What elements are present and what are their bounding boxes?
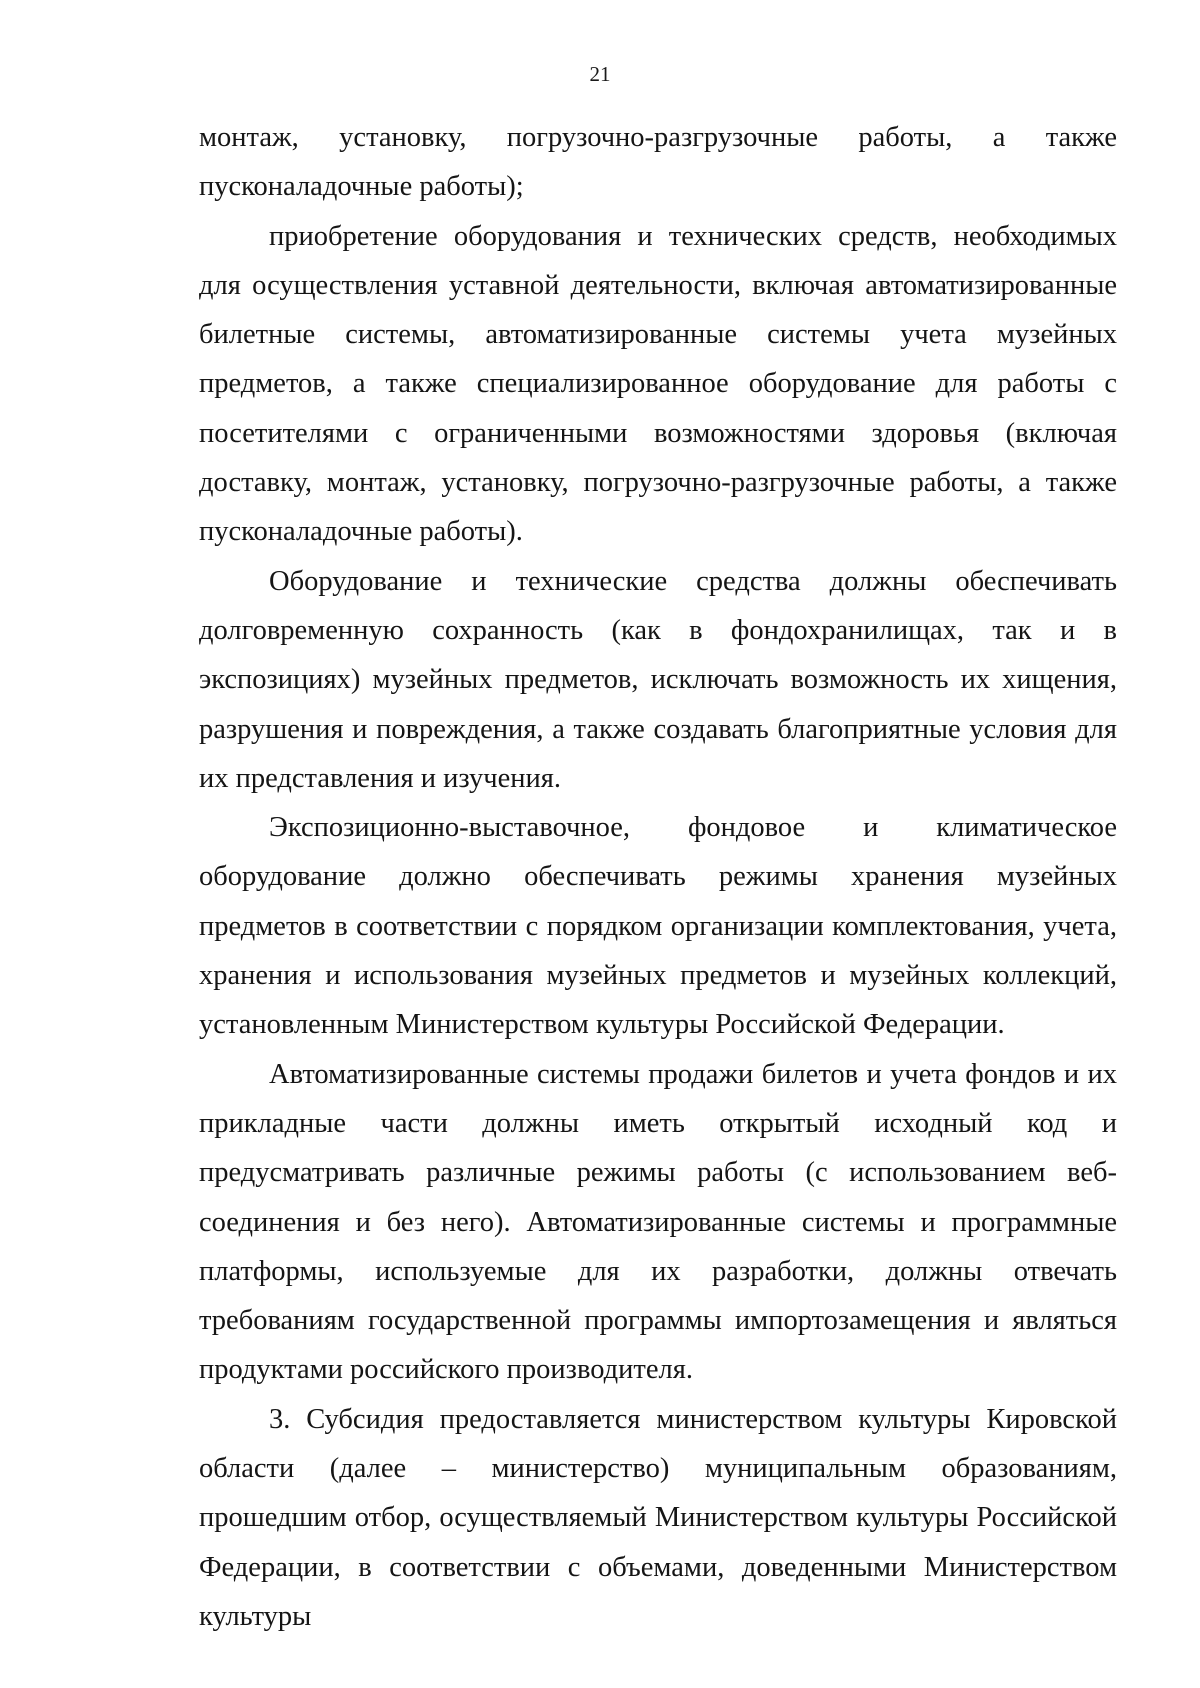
paragraph-continuation: монтаж, установку, погрузочно-разгрузочные работы, а также пусконаладочные работы); (199, 122, 1117, 203)
paragraph-subsidy-clause-3: 3. Субсидия предоставляется министерством культуры Кировской области (далее – министерство) муниципальным образованиям, прошедшим отбор, осуществляемый Министерством культуры Российской Федерации, в соответствии с объемами, доведенными Министерством культуры (199, 1403, 1117, 1632)
document-body (199, 113, 1117, 1641)
paragraph-exposition-equipment: Экспозиционно-выставочное, фондовое и климатическое оборудование должно обеспечивать режимы хранения музейных предметов в соответствии с порядком организации комплектования, учета, хранения и использования музейных предметов и музейных коллекций, установленным Министерством культуры Российской Федерации. (199, 812, 1117, 1041)
paragraph-automated-systems: Автоматизированные системы продажи билетов и учета фондов и их прикладные части должны иметь открытый исходный код и предусматривать различные режимы работы (с использованием веб-соединения и без него). Автоматизированные системы и программные платформы, используемые для их разработки, должны отвечать требованиям государственной программы импортозамещения и являться продуктами российского производителя. (199, 1058, 1117, 1386)
page-number: 21 (589, 62, 611, 86)
paragraph-equipment-requirements: Оборудование и технические средства должны обеспечивать долговременную сохранность (как в фондохранилищах, так и в экспозициях) музейных предметов, исключать возможность их хищения, разрушения и повреждения, а также создавать благоприятные условия для их представления и изучения. (199, 565, 1117, 794)
paragraph-equipment-acquisition: приобретение оборудования и технических средств, необходимых для осуществления уставной деятельности, включая автоматизированные билетные системы, автоматизированные системы учета музейных предметов, а также специализированное оборудование для работы с посетителями с ограниченными возможностями здоровья (включая доставку, монтаж, установку, погрузочно-разгрузочные работы, а также пусконаладочные работы). (199, 220, 1117, 548)
